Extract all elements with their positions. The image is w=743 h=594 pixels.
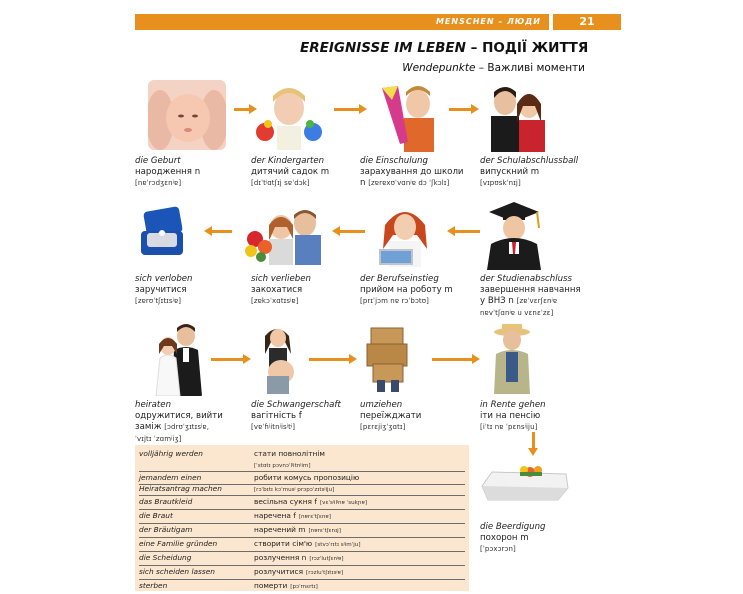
moving-boxes-photo-icon (363, 324, 413, 392)
vocab-row: sterben померти [pɔˈmɛrtɪ] (139, 581, 318, 590)
event-caption: der Kindergarten дитячий садок m [dɪˈtʲɑtʃɪj sɐˈdɔk] (251, 156, 330, 188)
vocab-row: die Scheidung розлучення n [rɔzˈlutʃɛnʲɐ] (139, 553, 465, 566)
event-caption: die Beerdigung похорон m [ˈpɔxɔrɔn] (480, 522, 546, 554)
pregnant-woman-photo-icon (257, 326, 299, 394)
prom-couple-photo-icon (483, 82, 551, 152)
vocab-row: sich scheiden lassen розлучитися [rɔzluˈtʃɪtɪsʲɐ] (139, 567, 465, 580)
event-caption: der Studienabschluss завершення навчання у ВНЗ n [zɐˈvɛrʃɛnʲɐ nɐvˈtʃɑnʲɐ u vɛnɛˈzɛ] (480, 274, 581, 317)
arrow-right (234, 104, 257, 114)
event-caption: die Einschulung зарахування до школи n [zɐrɐxʊˈvɑnʲɐ dɔ ˈʃkɔlɪ] (360, 156, 464, 189)
office-woman-laptop-photo-icon (373, 205, 438, 267)
vocab-row: volljährig werden стати повнолітнім [ˈstɑtɪ pɔvnɔˈlʲitnʲim] (139, 449, 465, 472)
arrow-right (432, 354, 480, 364)
vocab-row: die Braut наречена f [nɐrɛˈtʃɛnɐ] (139, 511, 465, 524)
event-caption: der Schulabschlussball випускний m [vɪpʊskˈnɪj] (480, 156, 579, 188)
arrow-left (447, 226, 480, 236)
vocab-row: das Brautkleid весільна сукня f [vɛˈsʲilʲnɐ ˈsukɲɐ] (139, 497, 465, 510)
page-title: EREIGNISSE IM LEBEN – ПОДІЇ ЖИТТЯ (300, 40, 589, 56)
arrow-right (334, 104, 367, 114)
coffin-flowers-photo-icon (478, 458, 572, 508)
event-caption: der Berufseinstieg прийом на роботу m [prɪˈjɔm nɐ rɔˈbɔtʊ] (360, 274, 453, 306)
arrow-left (332, 226, 365, 236)
retired-man-photo-icon (484, 322, 540, 394)
event-caption: in Rente gehen іти на пенсію [iˈtɪ nɐ ˈpɛnsʲiju] (480, 400, 546, 432)
graduate-photo-icon (481, 198, 547, 270)
arrow-left (204, 226, 232, 236)
page-subtitle: Wendepunkte – Важливі моменти (402, 62, 585, 74)
section-title: MENSCHEN – ЛЮДИ (435, 17, 541, 26)
arrow-right (309, 354, 357, 364)
schoolboy-cone-photo-icon (378, 82, 444, 152)
couple-flowers-photo-icon (243, 205, 341, 265)
baby-photo-icon (148, 80, 226, 150)
ring-box-photo-icon (135, 205, 191, 261)
vocab-row: jemandem einen (139, 473, 465, 485)
vocabulary-box (135, 445, 469, 591)
arrow-right (211, 354, 251, 364)
child-painted-hands-photo-icon (255, 82, 323, 150)
event-caption: die Geburt народження n [nɐˈrɔdʒɛnʲɐ] (135, 156, 201, 188)
vocab-row: Heiratsantrag machen робити комусь пропозицію [rɔˈbɪtɪ kɔˈmusʲ prɔpɔˈzɪtsʲiju] (139, 473, 465, 496)
vocab-row: der Bräutigam наречений m [nɐrɛˈtʃɛnɪj] (139, 525, 465, 538)
page-number: 21 (553, 14, 621, 30)
arrow-right (449, 104, 479, 114)
event-caption: heiraten одружитися, вийти заміж [ɔdrʊˈʒɪtɪsʲɐ, ˈvɪjtɪ ˈzɑmʲiʒ] (135, 400, 223, 443)
event-caption: sich verloben заручитися [zɐrʊˈtʃɪtɪsʲɐ] (135, 274, 193, 306)
event-caption: umziehen переїжджати [pɛrɛjiʒˈʒɑtɪ] (360, 400, 422, 432)
event-caption: sich verlieben закохатися [zɐkɔˈxɑtɪsʲɐ] (251, 274, 311, 306)
arrow-down (528, 432, 538, 456)
wedding-couple-photo-icon (150, 322, 206, 396)
event-caption: die Schwangerschaft вагітність f [vɐˈɦʲitnʲisʲtʲ] (251, 400, 341, 432)
vocab-row: eine Familie gründen створити сім'ю [stvɔˈrɪtɪ sʲimˈju] (139, 539, 465, 552)
